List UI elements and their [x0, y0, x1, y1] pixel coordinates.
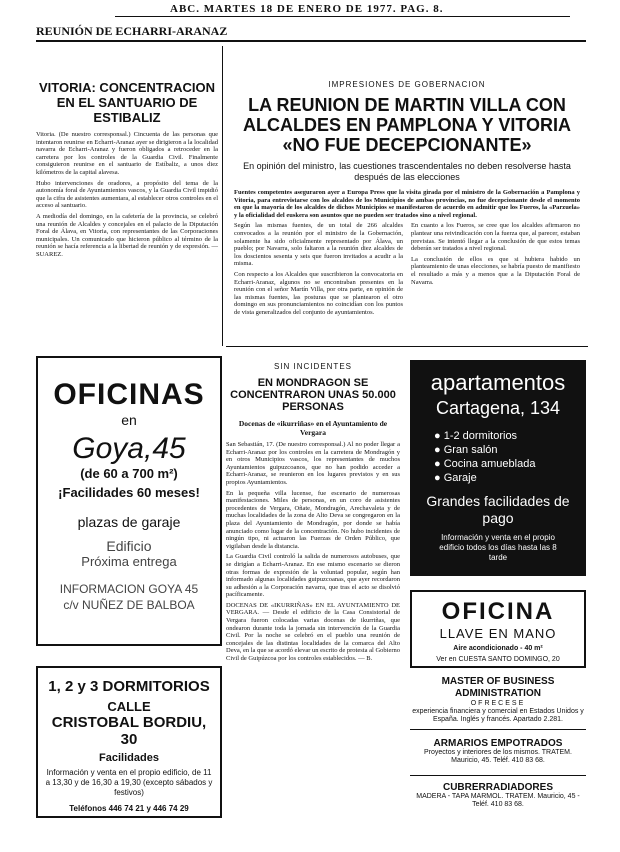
- mondragon-deck: Docenas de «ikurriñas» en el Ayuntamiento de Vergara: [238, 419, 388, 437]
- ad-cubrerradiadores-text: MADERA - TAPA MARMOL. TRATEM. Mauricio, 45 - Teléf. 410 83 68.: [416, 793, 580, 808]
- main-article-lead: Fuentes competentes aseguraron ayer a Europa Press que la visita girada por el ministro de la Gobernación a Pamplona y Vitoria, para entrevistarse con los alcaldes de los Municipios de ambas provincias, no fue decepcionante desde el momento en que la mayoría de los alcaldes de dichos Municipios se manifestaron de acuerdo en admitir que los Fueros, la «Parzuela» y la oficialidad del euskera son asuntos que no pueden ser tratados sino a nivel regional.: [234, 189, 580, 219]
- mondragon-headline: EN MONDRAGON SE CONCENTRARON UNAS 50.000 PERSONAS: [230, 377, 396, 413]
- ad-oficinas-info: INFORMACION GOYA 45 c/v NUÑEZ DE BALBOA: [59, 582, 199, 612]
- ad-apartamentos-features: [434, 429, 586, 485]
- main-article-headline: LA REUNION DE MARTIN VILLA CON ALCALDES EN PAMPLONA Y VITORIA «NO FUE DECEPCIONANTE»: [242, 95, 572, 155]
- main-article-paragraph: Según las mismas fuentes, de un total de 266 alcaldes convocados a la reunión por el ministro de la Gobernación, solamente ha sido oficialmente representado por Álava, un pueblo; por Navarra, solo faltaron a la reunión diez alcaldes de los doscientos sesenta y seis que fueron invitados a acudir a la misma.: [234, 222, 403, 268]
- mondragon-article: [226, 354, 400, 840]
- ad-oficinas-building: Edificio: [106, 538, 152, 554]
- ad-apartamentos-info: Información y venta en el propio edificio todos los días hasta las 8 tarde: [439, 533, 557, 562]
- ad-oficinas-goya: [36, 356, 222, 646]
- main-article-kicker: IMPRESIONES DE GOBERNACION: [328, 80, 486, 89]
- ad-master-title: MASTER OF BUSINESS ADMINISTRATION: [441, 676, 555, 699]
- masthead: [0, 0, 620, 42]
- section-rule: [36, 40, 586, 42]
- main-article-paragraph: En cuanto a los Fueros, se cree que los alcaldes afirmaron no plantear una reivindicación con la fuerza que, al parecer, estaban previstas. Se intentó llegar a la conclusión de que estos temas deberán ser tratados a nivel regional.: [411, 222, 580, 253]
- ad-oficinas-size: (de 60 a 700 m²): [80, 466, 178, 481]
- ad-master-text: experiencia financiera y comercial en Estados Unidos y España. Inglés y francés. Apartado 2.281.: [412, 708, 584, 723]
- ad-armarios: [410, 738, 586, 776]
- ad-cubrerradiadores-title: CUBRERRADIADORES: [442, 782, 553, 793]
- ad-oficinas-delivery: Próxima entrega: [81, 554, 177, 569]
- left-article-paragraph: A mediodía del domingo, en la cafetería de la provincia, se celebró una reunión de Alcaldes y concejales en el palacio de la Diputación Foral de Álava, en Vitoria, con representantes de las Corporaciones municipales. Un comunicado que hicieron público al término de la reunión se hacía referencia a la libertad de reunión y de expresión. — SUAREZ.: [36, 212, 218, 258]
- feature-item: ● 1-2 dormitorios: [434, 430, 518, 442]
- mondragon-paragraph: DOCENAS DE «IKURRIÑAS» EN EL AYUNTAMIENTO DE VERGARA. — Desde el edificio de la Casa Consistorial de Vergara fueron colocadas varias docenas de ikurriñas, que ondearon durante toda la jornada sin intervención de la Guardia Civil. Por la noche se celebró en el pueblo una reunión de concejales de las distintas localidades de la comarca del Alto Deva, en la que se acordó elevar un escrito de protesta al Gobierno Civil de Guipúzcoa por los controles establecidos. — B.: [226, 601, 400, 663]
- left-article-headline: VITORIA: CONCENTRACION EN EL SANTUARIO DE ESTIBALIZ: [39, 80, 215, 125]
- mondragon-paragraph: San Sebastián, 17. (De nuestro corresponsal.) Al no poder llegar a Echarri-Aranaz por los controles en la carretera de Mondragón y en otros Municipios vascos, los representantes de muchos Ayuntamientos guipuzcoanos, que no han podido acceder a Echarri-Aranaz, se reunieron en los lugares previstos y en sus propios Ayuntamientos.: [226, 441, 400, 486]
- ad-oficina-llave-air: Aire acondicionado - 40 m²: [453, 645, 543, 652]
- ad-dormitorios-facilities: Facilidades: [99, 752, 159, 764]
- ad-dormitorios-phones: Teléfonos 446 74 21 y 446 74 29: [69, 804, 189, 813]
- main-article-paragraph: La conclusión de ellos es que si hubiera habido un planteamiento de unas elecciones, se habría puesto de manifiesto el resultado a más y a menos que a la Diputación Foral de Navarra.: [411, 255, 580, 286]
- mondragon-kicker: SIN INCIDENTES: [273, 362, 352, 371]
- ad-dormitorios: [36, 666, 222, 818]
- main-article: [226, 80, 588, 342]
- left-article: [36, 80, 218, 348]
- main-article-rule: [226, 346, 588, 347]
- feature-item: ● Garaje: [434, 472, 477, 484]
- ad-apartamentos-street: Cartagena, 134: [435, 398, 561, 418]
- mondragon-paragraph: En la pequeña villa lucense, fue escenario de numerosas manifestaciones. Miles de personas, en un coro de asistentes procedentes de Vergara, Oñate, Mondragón, Arechavaleta y de muchas localidades de la zona de Alto Deva se congregaron en la plaza del Ayuntamiento de Mondragón, por donde se había anunciado como lugar de la concentración. No hubo incidentes de ningún tipo, ni actuaron las Fuerzas de Orden Público, que vigilaban desde la distancia.: [226, 489, 400, 550]
- ad-oficinas-en: en: [121, 412, 137, 428]
- ad-apartamentos-facilities: Grandes facilidades de pago: [426, 493, 570, 526]
- ad-oficinas-facilities: ¡Facilidades 60 meses!: [58, 485, 200, 500]
- ad-dormitorios-title: 1, 2 y 3 DORMITORIOS: [48, 678, 210, 695]
- ad-oficina-llave-see: Ver en CUESTA SANTO DOMINGO, 20: [436, 656, 560, 663]
- feature-item: ● Gran salón: [434, 444, 498, 456]
- main-article-paragraph: Con respecto a los Alcaldes que suscribieron la convocatoria en Echarri-Aranaz, algunos no se encontraban presentes en la reunión con el señor Martín Villa, por otra parte, en opinión de las mismas fuentes, las posturas que se plantearon el otro domingo en sus pronunciamientos no coincidían con los puntos de vista generalizados del conjunto de ayuntamientos.: [234, 270, 403, 316]
- ad-armarios-title: ARMARIOS EMPOTRADOS: [433, 738, 563, 749]
- ad-oficinas-garage: plazas de garaje: [77, 514, 181, 530]
- ad-dormitorios-info: Información y venta en el propio edificio, de 11 a 13,30 y de 16,30 a 19,30 (excepto sábados y festivos): [45, 768, 213, 797]
- left-article-paragraph: Vitoria. (De nuestro corresponsal.) Cincuenta de las personas que intentaron reunirse en Echarri-Aranaz ayer se dirigieron a la localidad navarra de Echarri-Aranaz y fueron obligados a retroceder en la carretera por los controles de la Guardia Civil. Finalmente consiguieron reunirse en el santuario de Estíbaliz, a unos diez kilómetros de la capital alavesa.: [36, 131, 218, 176]
- ad-oficinas-title: OFICINAS: [53, 378, 205, 411]
- ad-oficina-llave: [410, 590, 586, 668]
- column-divider: [222, 46, 223, 346]
- section-title: REUNIÓN DE ECHARRI-ARANAZ: [36, 24, 228, 38]
- ad-oficinas-street: Goya,45: [72, 432, 186, 465]
- mondragon-paragraph: La Guardia Civil controló la salida de numerosos autobuses, que se dirigían a Echarri-Aranaz. En ese mismo escenario se dieron otras formas de expresión de la voluntad popular, según han informado algunas localidades guipuzcoanas, que ayer recordaron su adhesión a la Corporación navarra, que tras el acto se disolvió pacíficamente.: [226, 553, 400, 599]
- ad-master: [410, 676, 586, 730]
- ad-oficina-llave-subtitle: LLAVE EN MANO: [439, 626, 557, 641]
- ad-armarios-text: Proyectos y interiores de los mismos. TRATEM. Mauricio, 45. Teléf. 410 83 68.: [424, 749, 572, 764]
- masthead-date-line: ABC. MARTES 18 DE ENERO DE 1977. PAG. 8.: [170, 3, 444, 15]
- feature-item: ● Cocina amueblada: [434, 458, 536, 470]
- masthead-rule: [115, 16, 570, 17]
- ad-apartamentos-title: apartamentos: [430, 370, 566, 395]
- ad-master-offers: OFRECESE: [470, 700, 526, 707]
- left-article-paragraph: Hubo intervenciones de oradores, a propósito del tema de la autonomía foral de Ayuntamientos vascos, y la Guardia Civil impidió que la cifra de asistentes aumentara, al establecer otros controles en el acceso al santuario.: [36, 179, 218, 210]
- ad-dormitorios-calle: CALLE: [107, 699, 151, 714]
- ad-oficina-llave-title: OFICINA: [441, 598, 555, 625]
- ad-cubrerradiadores: [410, 782, 586, 822]
- ad-dormitorios-street: CRISTOBAL BORDIU, 30: [51, 714, 207, 748]
- ad-apartamentos: [410, 360, 586, 576]
- main-article-subhead: En opinión del ministro, las cuestiones trascendentales no deben resolverse hasta después de las elecciones: [243, 161, 571, 182]
